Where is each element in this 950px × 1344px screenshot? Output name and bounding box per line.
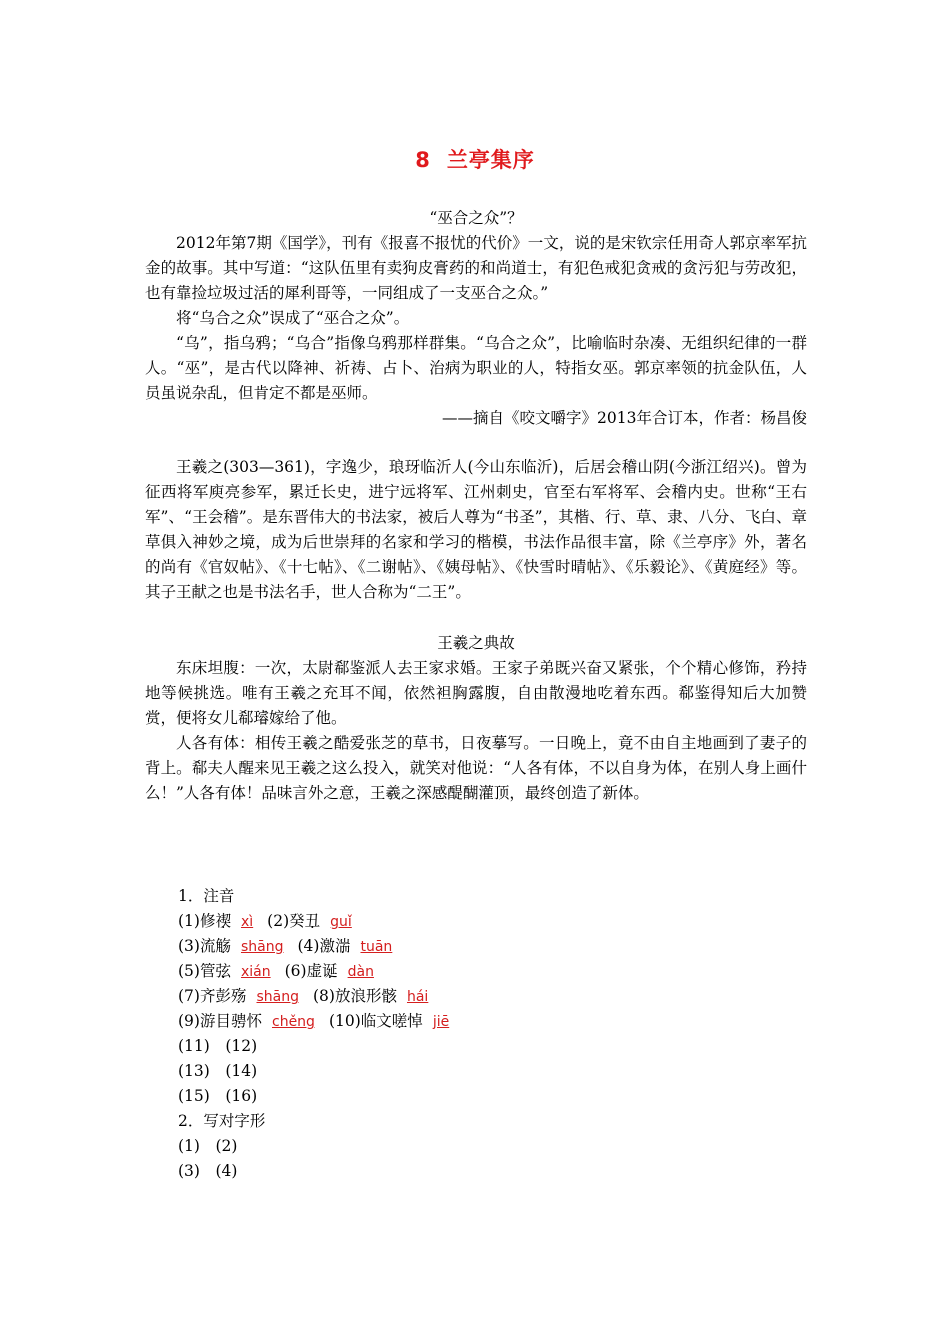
target-character: 禊 [215, 912, 231, 930]
lesson-title: 兰亭集序 [446, 148, 535, 172]
source-citation: ——摘自《咬文嚼字》2013年合订本，作者：杨昌俊 [442, 409, 807, 427]
target-character: 嗟 [391, 1012, 408, 1030]
pinyin-item [178, 909, 253, 935]
pinyin-row [178, 959, 598, 984]
pinyin-answer: tuān [360, 939, 393, 955]
paragraph: 2012年第7期《国学》，刊有《报喜不报忧的代价》一文，说的是宋钦宗任用奇人郭京率军抗金的故事。其中写道：“这队伍里有卖狗皮膏药的和尚道士，有犯色戒犯贪戒的贪污犯与劳改犯，也有靠捡垃圾过活的犀利哥等，一同组成了一支巫合之众。” [145, 234, 807, 302]
pinyin-row [178, 909, 598, 934]
blank-row: (3) (4) [178, 1162, 238, 1180]
item-prefix: (7)齐彭 [178, 987, 231, 1005]
pinyin-item [178, 984, 299, 1010]
question-label: 2．写对字形 [178, 1112, 266, 1130]
blank-row: (13) (14) [178, 1062, 258, 1080]
pinyin-item [267, 909, 352, 935]
section-wuhe [145, 206, 807, 431]
target-character: 骋 [230, 1012, 247, 1030]
paragraph: 人各有体：相传王羲之酷爱张芝的草书，日夜摹写。一日晚上，竟不由自主地画到了妻子的背上。郗夫人醒来见王羲之这么投入，就笑对他说：“人各有体，不以自身为体，在别人身上画什么！”人各有体！品味言外之意，王羲之深感醍醐灌顶，最终创造了新体。 [145, 734, 807, 802]
blank-row: (15) (16) [178, 1087, 258, 1105]
paragraph: 王羲之(303—361)，字逸少，琅玡临沂人(今山东临沂)，后居会稽山阴(今浙江绍兴)。曾为征西将军庾亮参军，累迁长史，进宁远将军、江州刺史，官至右军将军、会稽内史。世称“王右军”、“王会稽”。是东晋伟大的书法家，被后人尊为“书圣”，其楷、行、草、隶、八分、飞白、章草俱入神妙之境，成为后世崇拜的名家和学习的楷模，书法作品很丰富，除《兰亭序》外，著名的尚有《官奴帖》、《十七帖》、《二谢帖》、《姨母帖》、《快雪时晴帖》、《乐毅论》、《黄庭经》等。其子王献之也是书法名手，世人合称为“二王”。 [145, 458, 807, 601]
lesson-number: 8 [415, 148, 431, 172]
pinyin-rows [178, 909, 598, 1034]
item-prefix: (8)放浪形 [313, 987, 382, 1005]
pinyin-answer: dàn [347, 964, 374, 980]
pinyin-answer: jiē [432, 1014, 450, 1030]
target-character: 湍 [334, 937, 351, 955]
paragraph: 将“乌合之众”误成了“巫合之众”。 [176, 309, 410, 327]
pinyin-answer: guǐ [330, 914, 352, 930]
target-character: 丑 [304, 912, 321, 930]
question-label: 1．注音 [178, 887, 235, 905]
item-prefix: (5)管 [178, 962, 216, 980]
pinyin-answer: xián [240, 964, 271, 980]
item-suffix: 怀 [246, 1012, 262, 1030]
blank-row: (11) (12) [178, 1037, 258, 1055]
section-biography [145, 455, 807, 605]
item-prefix: (4)激 [297, 937, 335, 955]
pinyin-item [178, 934, 284, 960]
paragraph: 东床坦腹：一次，太尉郗鉴派人去王家求婚。王家子弟既兴奋又紧张，个个精心修饰，矜持地等候挑选。唯有王羲之充耳不闻，依然袒胸露腹，自由散漫地吃着东西。郗鉴得知后大加赞赏，便将女儿郗璿嫁给了他。 [145, 659, 807, 727]
pinyin-row [178, 984, 598, 1009]
item-prefix: (3)流 [178, 937, 216, 955]
pinyin-answer: shāng [240, 939, 284, 955]
section-heading: 王羲之典故 [437, 634, 515, 652]
item-prefix: (10)临文 [328, 1012, 392, 1030]
item-prefix: (2)癸 [267, 912, 305, 930]
item-prefix: (9)游目 [178, 1012, 231, 1030]
page-title [0, 144, 950, 174]
target-character: 弦 [215, 962, 231, 980]
exercise-list [178, 884, 598, 1184]
pinyin-row [178, 934, 598, 959]
section-heading: “巫合之众”？ [429, 209, 523, 227]
pinyin-item [178, 1009, 315, 1035]
target-character: 骸 [381, 987, 397, 1005]
target-character: 殇 [230, 987, 247, 1005]
pinyin-answer: xì [240, 914, 254, 930]
section-anecdotes [145, 631, 807, 806]
pinyin-item [285, 959, 374, 985]
target-character: 诞 [322, 962, 338, 980]
blank-row: (1) (2) [178, 1137, 238, 1155]
pinyin-answer: shāng [256, 989, 299, 1005]
item-prefix: (1)修 [178, 912, 216, 930]
pinyin-answer: chěng [272, 1014, 315, 1030]
target-character: 觞 [215, 937, 231, 955]
pinyin-item [178, 959, 271, 985]
item-prefix: (6)虚 [284, 962, 323, 980]
item-suffix: 悼 [407, 1012, 423, 1030]
paragraph: “乌”，指乌鸦；“乌合”指像乌鸦那样群集。“乌合之众”，比喻临时杂凑、无组织纪律的一群人。“巫”，是古代以降神、祈祷、占卜、治病为职业的人，特指女巫。郭京率领的抗金队伍，人员虽说杂乱，但肯定不都是巫师。 [145, 334, 807, 402]
pinyin-answer: hái [406, 989, 429, 1005]
